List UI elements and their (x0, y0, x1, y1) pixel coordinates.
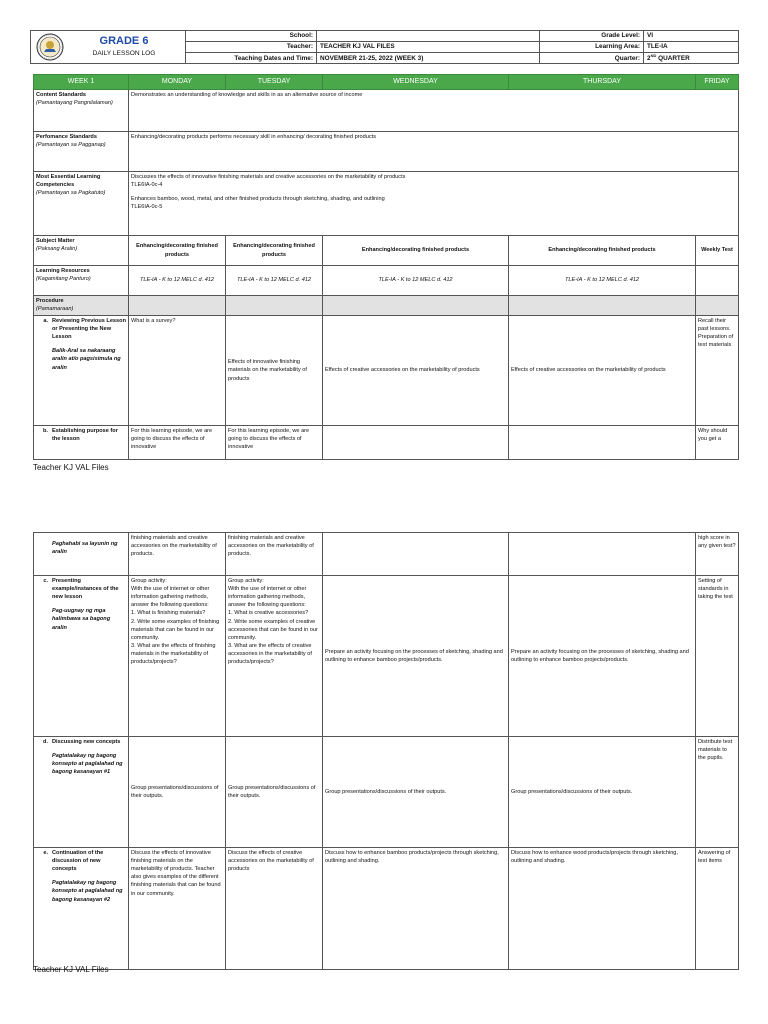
dates-value: NOVEMBER 21-25, 2022 (WEEK 3) (317, 53, 540, 64)
item-b-row-part2 (34, 533, 739, 576)
col-friday: FRIDAY (696, 75, 739, 90)
quarter-sup: ND (650, 53, 657, 58)
col-wednesday: WEDNESDAY (323, 75, 509, 90)
content-standards-text: Demonstrates an understanding of knowledge and skills in as an alternative source of income (129, 90, 739, 132)
content-standards-row (34, 90, 739, 132)
teacher-value: TEACHER KJ VAL FILES (317, 42, 540, 53)
learning-resources-mon: TLE-IA - K to 12 MELC d. 412 (129, 266, 226, 296)
content-standards-sub: (Pamantayang Pangnilalaman) (36, 100, 113, 107)
learning-resources-wed: TLE-IA - K to 12 MELC d. 412 (323, 266, 509, 296)
item-e-fri: Answering of test items (696, 848, 739, 970)
learning-resources-label: Learning Resources (36, 268, 90, 274)
item-e-mon: Discuss the effects of innovative finishing materials on the marketability of products. Teacher also gives examples of the different finishing materials that can be found in our community. (129, 848, 226, 970)
melc-label: Most Essential Learning Competencies (36, 174, 101, 189)
item-c-wed: Prepare an activity focusing on the processes of sketching, shading and outlining to enhance bamboo projects/products. (323, 576, 509, 737)
subject-matter-tue: Enhancing/decorating finished products (226, 236, 323, 266)
item-d-thu: Group presentations/discussions of their outputs. (509, 737, 696, 848)
subject-matter-thu: Enhancing/decorating finished products (509, 236, 696, 266)
col-thursday: THURSDAY (509, 75, 696, 90)
content-standards-label: Content Standards (36, 92, 87, 98)
item-c-mon-l3: 1. What is finishing materials? (131, 610, 206, 617)
performance-standards-row (34, 132, 739, 172)
deped-seal-icon (36, 33, 64, 61)
melc-row (34, 172, 739, 236)
item-c-num: c. (43, 578, 48, 584)
learning-area-value: TLE-IA (644, 42, 739, 53)
item-c-tue-l5: 3. What are the effects of creative accessories in the marketability of products/projects? (228, 642, 312, 666)
item-d-fri: Distribute test materials to the pupils. (696, 737, 739, 848)
col-monday: MONDAY (129, 75, 226, 90)
item-b-fri-part1: Why should you get a (696, 426, 739, 460)
learning-area-label: Learning Area: (540, 42, 644, 53)
item-d-tue: Group presentations/discussions of their outputs. (226, 737, 323, 848)
dates-label: Teaching Dates and Time: (186, 53, 317, 64)
quarter-num: 2 (647, 55, 651, 63)
item-d-num: d. (43, 739, 48, 745)
log-title: DAILY LESSON LOG (92, 50, 156, 57)
item-d-row (34, 737, 739, 848)
item-a-row (34, 316, 739, 426)
item-a-title: Reviewing Previous Lesson or Presenting the New Lesson (52, 318, 126, 341)
item-b-num: b. (43, 428, 48, 434)
learning-resources-fri (696, 266, 739, 296)
learning-resources-sub: (Kagamitang Panturo) (36, 276, 91, 283)
subject-matter-row (34, 236, 739, 266)
header-logo-cell (31, 31, 186, 64)
item-c-tue-l3: 1. What is creative accessories? (228, 610, 309, 617)
performance-standards-label: Perfomance Standards (36, 134, 97, 140)
item-c-title: Presenting example/instances of the new lesson (52, 578, 119, 601)
lesson-table-page-2 (33, 532, 739, 970)
item-c-thu: Prepare an activity focusing on the processes of sketching, shading and outlining to enhance bamboo projects/products. (509, 576, 696, 737)
item-e-tue: Discuss the effects of creative accessories on the marketability of products (226, 848, 323, 970)
header-table (30, 30, 739, 64)
grade-title: GRADE 6 (99, 35, 149, 47)
subject-matter-label: Subject Matter (36, 238, 75, 244)
learning-resources-row (34, 266, 739, 296)
col-week: WEEK 1 (34, 75, 129, 90)
item-b-mon-part2: finishing materials and creative accessories on the marketability of products. (129, 533, 226, 576)
teacher-label: Teacher: (186, 42, 317, 53)
learning-resources-thu: TLE-IA - K to 12 MELC d. 412 (509, 266, 696, 296)
melc-code-2: TLE6IA-0c-5 (131, 204, 163, 211)
item-e-num: e. (43, 850, 48, 856)
item-c-mon-l2: With the use of internet or other information gathering methods, answer the following questions: (131, 586, 210, 609)
item-d-sub: Pagtatalakay ng bagong konsepto at paglalahad ng bagong kasanayan #1 (52, 753, 123, 776)
item-b-title: Establishing purpose for the lesson (52, 428, 118, 443)
item-c-fri: Setting of standards in taking the test (696, 576, 739, 737)
item-b-fri-part2: high score in any given test? (696, 533, 739, 576)
item-c-tue-l4: 2. Write some examples of creative accessories that can be found in our community. (228, 618, 318, 641)
page-2-footer: Teacher KJ VAL Files (33, 965, 109, 974)
item-e-title: Continuation of the discussion of new concepts (52, 850, 104, 873)
subject-matter-fri: Weekly Test (696, 236, 739, 266)
melc-line-1: Discusses the effects of innovative finishing materials and creative accessories on the marketability of products (131, 174, 406, 180)
item-e-thu: Discuss how to enhance wood products/projects through sketching, outlining and shading. (509, 848, 696, 970)
item-b-row-part1 (34, 426, 739, 460)
school-value (317, 31, 540, 42)
item-d-mon: Group presentations/discussions of their outputs. (129, 737, 226, 848)
subject-matter-sub: (Paksang Aralin) (36, 246, 78, 253)
col-tuesday: TUESDAY (226, 75, 323, 90)
performance-standards-sub: (Pamantayan sa Pagganap) (36, 142, 106, 149)
item-d-wed: Group presentations/discussions of their outputs. (323, 737, 509, 848)
page-1-footer: Teacher KJ VAL Files (33, 463, 109, 472)
item-c-sub: Pag-uugnay ng mga halimbawa sa bagong aralin (52, 608, 111, 631)
learning-resources-tue: TLE-IA - K to 12 MELC d. 412 (226, 266, 323, 296)
procedure-label: Procedure (36, 298, 64, 304)
lesson-table-page-1 (33, 74, 739, 460)
melc-line-2: Enhances bamboo, wood, metal, and other finished products through sketching, shading, and outlining (131, 196, 385, 203)
grade-level-label: Grade Level: (540, 31, 644, 42)
item-a-fri: Recall their past lessons. Preparation of test materials (696, 316, 739, 426)
item-b-sub: Paghahabi sa layunin ng aralin (52, 541, 118, 556)
quarter-label: Quarter: (540, 53, 644, 64)
item-a-tue: Effects of innovative finishing materials on the marketability of products (226, 316, 323, 426)
quarter-value (644, 53, 739, 64)
performance-standards-text: Enhancing/decorating products performs necessary skill in enhancing/ decorating finished products (129, 132, 739, 172)
item-b-tue-part1: For this learning episode, we are going to discuss the effects of innovative (226, 426, 323, 460)
grade-level-value: VI (644, 31, 739, 42)
item-b-mon-part1: For this learning episode, we are going to discuss the effects of innovative (129, 426, 226, 460)
item-a-sub: Balik-Aral sa nakaraang aralin at/o pagsisimula ng aralin (52, 348, 121, 371)
item-c-tue-l1: Group activity: (228, 578, 264, 584)
melc-code-1: TLE6IA-0c-4 (131, 182, 163, 189)
item-e-sub: Pagtatalakay ng bagong konsepto at paglalahad ng bagong kasanayan #2 (52, 880, 123, 903)
school-label: School: (186, 31, 317, 42)
procedure-sub: (Pamamaraan) (36, 306, 74, 313)
procedure-row (34, 296, 739, 316)
item-e-row (34, 848, 739, 970)
melc-sub: (Pamantayan sa Pagkatuto) (36, 190, 106, 197)
item-a-mon: What is a survey? (129, 316, 226, 426)
item-a-thu: Effects of creative accessories on the marketability of products (509, 316, 696, 426)
item-a-num: a. (43, 318, 48, 324)
item-d-title: Discussing new concepts (52, 739, 121, 745)
item-c-row (34, 576, 739, 737)
subject-matter-mon: Enhancing/decorating finished products (129, 236, 226, 266)
subject-matter-wed: Enhancing/decorating finished products (323, 236, 509, 266)
day-header-row (34, 75, 739, 90)
item-c-mon-l1: Group activity: (131, 578, 167, 584)
item-b-tue-part2: finishing materials and creative accessories on the marketability of products. (226, 533, 323, 576)
item-e-wed: Discuss how to enhance bamboo products/projects through sketching, outlining and shading. (323, 848, 509, 970)
item-c-mon-l5: 3. What are the effects of finishing materials in the marketability of products/projects? (131, 642, 216, 666)
quarter-rest: QUARTER (656, 55, 690, 63)
item-a-wed: Effects of creative accessories on the marketability of products (323, 316, 509, 426)
item-c-mon-l4: 2. Write some examples of finishing materials that can be found in our community. (131, 618, 220, 641)
item-c-tue-l2: With the use of internet or other information gathering methods, answer the following questions: (228, 586, 307, 609)
